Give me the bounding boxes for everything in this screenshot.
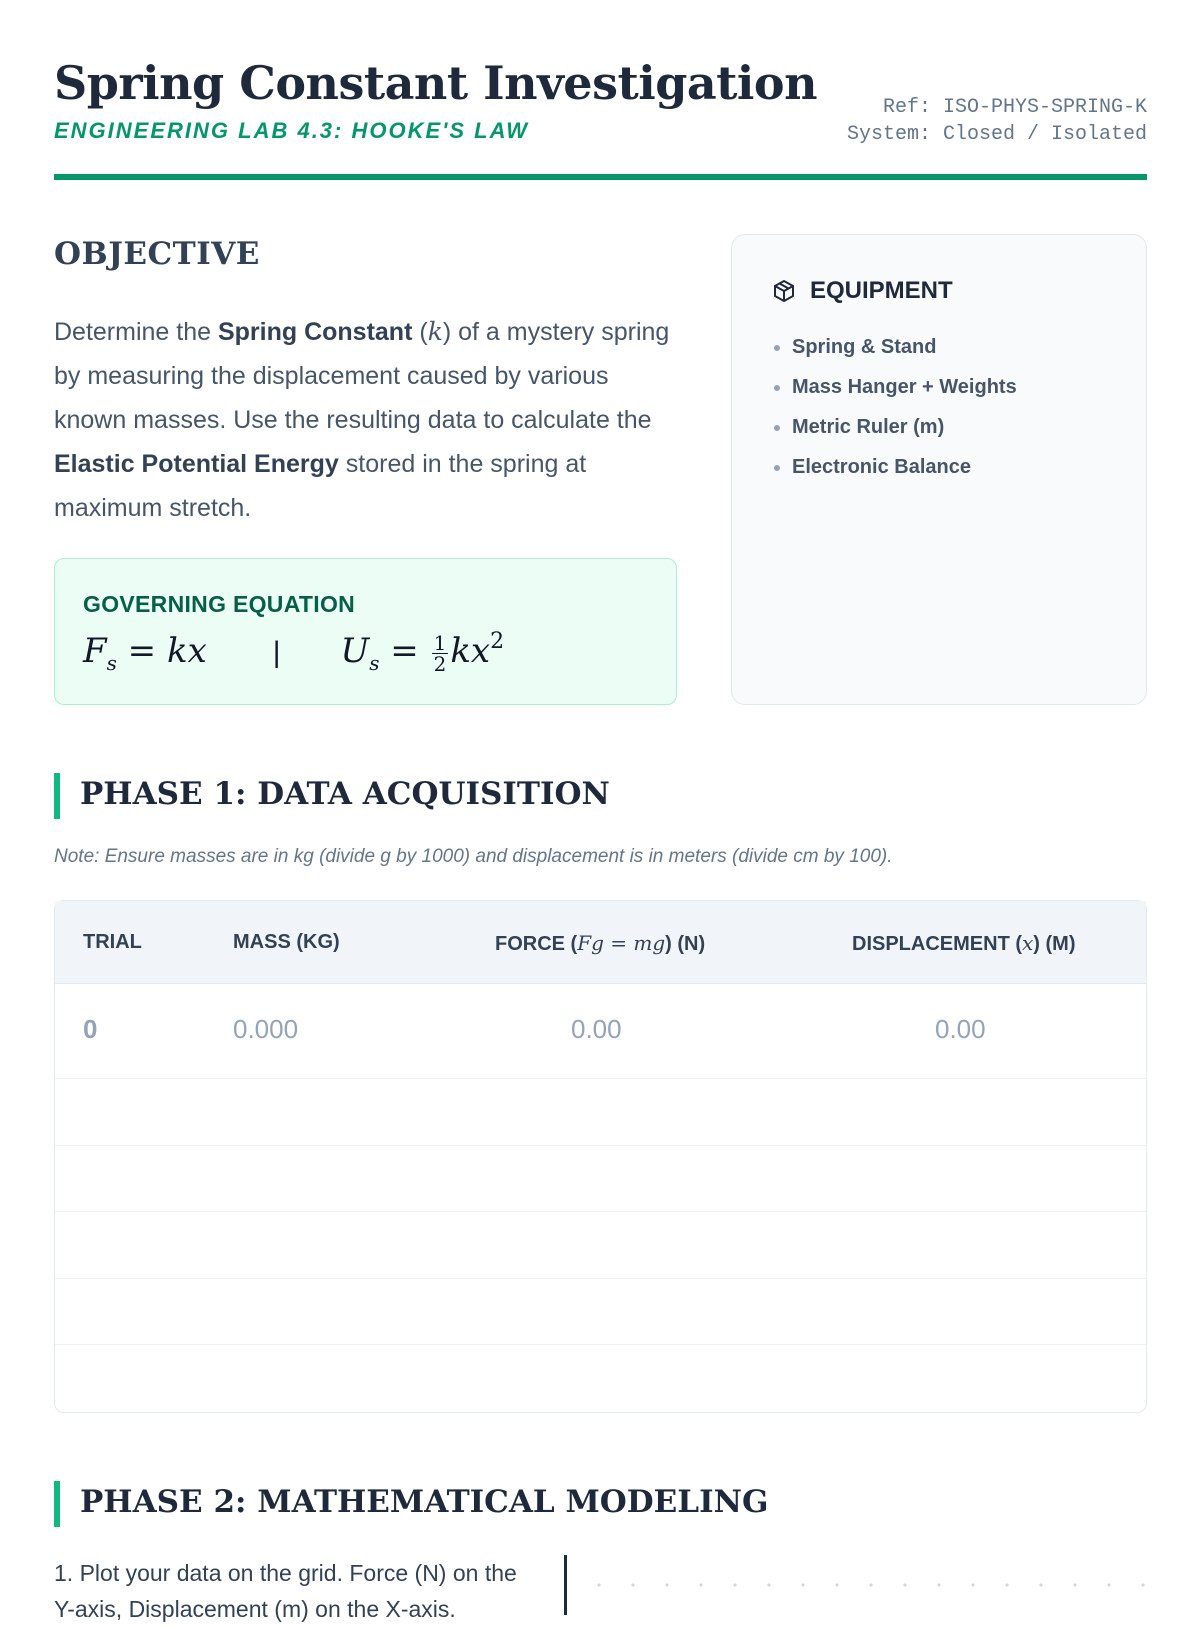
- unit-conversion-note: Note: Ensure masses are in kg (divide g by 1000) and displacement is in meters (divide cm by 100).: [54, 846, 893, 867]
- equation-separator: |: [272, 636, 281, 669]
- equipment-item: Metric Ruler (m): [772, 407, 1017, 447]
- objective-bold-term: Spring Constant: [217, 318, 413, 346]
- fraction-numerator: 1: [433, 630, 447, 655]
- system-type: System: Closed / Isolated: [846, 123, 1147, 146]
- objective-text-part: of a mystery spring by measuring the displacement caused by various known masses. Use the resulting data to calculate the: [54, 318, 670, 434]
- force-cell[interactable]: 0.00: [571, 1014, 622, 1044]
- equipment-item: Electronic Balance: [772, 447, 1017, 487]
- table-header: [55, 901, 1146, 984]
- objective-heading: OBJECTIVE: [54, 236, 260, 272]
- force-header-unit: ) (N): [665, 933, 706, 955]
- equipment-item: Mass Hanger + Weights: [772, 367, 1017, 407]
- displacement-header-math: x: [1022, 931, 1034, 955]
- displacement-header-text: DISPLACEMENT (: [852, 933, 1022, 955]
- column-header-trial: TRIAL: [83, 931, 142, 953]
- fraction-denominator: 2: [433, 651, 447, 676]
- force-rhs: = kx: [116, 631, 207, 671]
- objective-math-variable: k: [427, 317, 443, 346]
- graph-grid[interactable]: [582, 1568, 1147, 1608]
- trial-cell: 0: [83, 1014, 98, 1044]
- header-divider: [54, 174, 1147, 180]
- objective-section: [54, 236, 677, 530]
- energy-rhs: kx: [450, 631, 491, 671]
- data-table: [54, 900, 1147, 1413]
- objective-text-part: Determine the: [54, 318, 218, 346]
- mass-cell[interactable]: 0.000: [233, 1014, 299, 1044]
- worksheet-page: [54, 0, 1147, 1622]
- section-accent-bar: [54, 773, 60, 819]
- column-header-force: [495, 931, 705, 956]
- phase2-instruction: 1. Plot your data on the grid. Force (N) on the Y-axis, Displacement (m) on the X-axis.: [54, 1560, 517, 1622]
- objective-bold-term: Elastic Potential Energy: [54, 450, 339, 478]
- force-header-math: Fg = mg: [577, 931, 666, 955]
- phase1-heading: PHASE 1: DATA ACQUISITION: [80, 776, 610, 812]
- equipment-card: [731, 234, 1147, 705]
- phase2-heading: PHASE 2: MATHEMATICAL MODELING: [80, 1484, 769, 1520]
- force-subscript: s: [106, 651, 117, 675]
- energy-symbol: U: [340, 631, 370, 671]
- equation-formula: [83, 629, 504, 675]
- displacement-header-unit: ) (M): [1033, 933, 1076, 955]
- equation-label: GOVERNING EQUATION: [83, 591, 356, 617]
- phase2-heading-block: [54, 1481, 1147, 1527]
- objective-text-part: stored in the spring at maximum stretch.: [54, 450, 587, 522]
- one-half-fraction: [432, 630, 449, 676]
- column-header-displacement: [852, 931, 1075, 956]
- reference-id: Ref: ISO-PHYS-SPRING-K: [882, 96, 1147, 119]
- page-subtitle: ENGINEERING LAB 4.3: HOOKE'S LAW: [54, 118, 530, 143]
- cube-icon: [772, 279, 796, 303]
- graph-y-axis: [564, 1555, 567, 1615]
- energy-subscript: s: [369, 651, 380, 675]
- column-header-mass: MASS (KG): [233, 931, 340, 953]
- equipment-item: Spring & Stand: [772, 327, 1017, 367]
- equipment-title-row: [772, 277, 953, 305]
- governing-equation-box: [54, 558, 677, 705]
- force-header-text: FORCE (: [495, 933, 578, 955]
- page-title: Spring Constant Investigation: [54, 56, 818, 110]
- section-accent-bar: [54, 1481, 60, 1527]
- energy-exponent: 2: [490, 629, 505, 654]
- displacement-cell[interactable]: 0.00: [935, 1014, 986, 1044]
- objective-text: Determine the Spring Constant (k) of a mystery spring by measuring the displacement caused by various known masses. Use the resulting data to calculate the Elastic Potential Energy stored in the spring at maximum stretch.: [54, 317, 670, 522]
- equipment-heading: EQUIPMENT: [810, 277, 953, 304]
- table-row-empty[interactable]: [55, 1345, 1146, 1414]
- table-row: [55, 984, 1146, 1079]
- table-row-empty[interactable]: [55, 1279, 1146, 1345]
- phase1-heading-block: [54, 773, 1147, 819]
- equipment-list: [772, 327, 1017, 487]
- table-row-empty[interactable]: [55, 1212, 1146, 1279]
- header: [54, 56, 1147, 182]
- reference-block: [847, 94, 1147, 148]
- force-symbol: F: [83, 631, 107, 671]
- energy-equals: =: [379, 631, 430, 671]
- table-row-empty[interactable]: [55, 1079, 1146, 1146]
- table-row-empty[interactable]: [55, 1146, 1146, 1212]
